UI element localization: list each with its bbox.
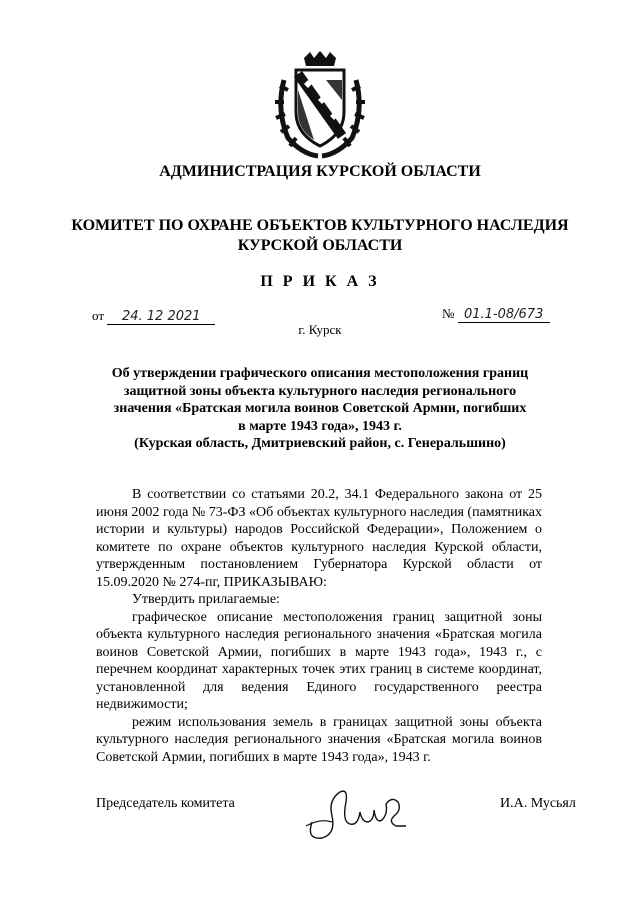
subject-line3: значения «Братская могила воинов Советской Армии, погибших [113, 401, 527, 416]
body-paragraph-4: режим использования земель в границах защитной зоны объекта культурного наследия регионального значения «Братская могила воинов Советской Армии, погибших в марте 1943 года», 1943 г. [96, 714, 542, 765]
place-label: г. Курск [298, 322, 342, 337]
signatory-position: Председатель комитета [96, 796, 235, 811]
number-prefix: № [442, 306, 455, 321]
body-paragraph-3: графическое описание местоположения границ защитной зоны объекта культурного наследия регионального значения «Братская могила воинов Советской Армии, погибших в марте 1943 года», 1943 г., с перечнем координат характерных точек этих границ в системе координат, установленной для ведения Единого государственного реестра недвижимости; [96, 609, 542, 712]
order-subject [90, 365, 550, 453]
body-paragraph-1: В соответствии со статьями 20.2, 34.1 Федерального закона от 25 июня 2002 года № 73-ФЗ «Об объектах культурного наследия (памятниках истории и культуры) народов Российской Федерации», Положением о комитете по охране объектов культурного наследия Курской области, утвержденным постановлением Губернатора Курской области от 15.09.2020 № 274-пг, ПРИКАЗЫВАЮ: [96, 487, 542, 590]
subject-line1: Об утверждении графического описания местоположения границ [111, 366, 529, 381]
number-field [442, 306, 550, 323]
coat-of-arms-emblem [274, 50, 366, 160]
subject-line4: в марте 1943 года», 1943 г. [238, 418, 402, 434]
document-type-title: П Р И К А З [260, 273, 380, 290]
administration-title: АДМИНИСТРАЦИЯ КУРСКОЙ ОБЛАСТИ [159, 163, 481, 180]
committee-title [0, 216, 640, 256]
number-value: 01.1-08/673 [458, 307, 550, 323]
date-value: 24. 12 2021 [107, 309, 215, 325]
signatory-name: И.А. Мусьял [500, 796, 576, 811]
committee-title-line1: КОМИТЕТ ПО ОХРАНЕ ОБЪЕКТОВ КУЛЬТУРНОГО НАСЛЕДИЯ [71, 217, 569, 234]
subject-line2: защитной зоны объекта культурного наследия регионального [123, 383, 517, 399]
subject-line5: (Курская область, Дмитриевский район, с. Генеральшино) [134, 436, 506, 451]
order-body [96, 486, 542, 766]
handwritten-signature [302, 782, 412, 844]
body-paragraph-2: Утвердить прилагаемые: [132, 592, 280, 607]
committee-title-line2: КУРСКОЙ ОБЛАСТИ [237, 237, 403, 254]
date-prefix: от [92, 308, 105, 323]
